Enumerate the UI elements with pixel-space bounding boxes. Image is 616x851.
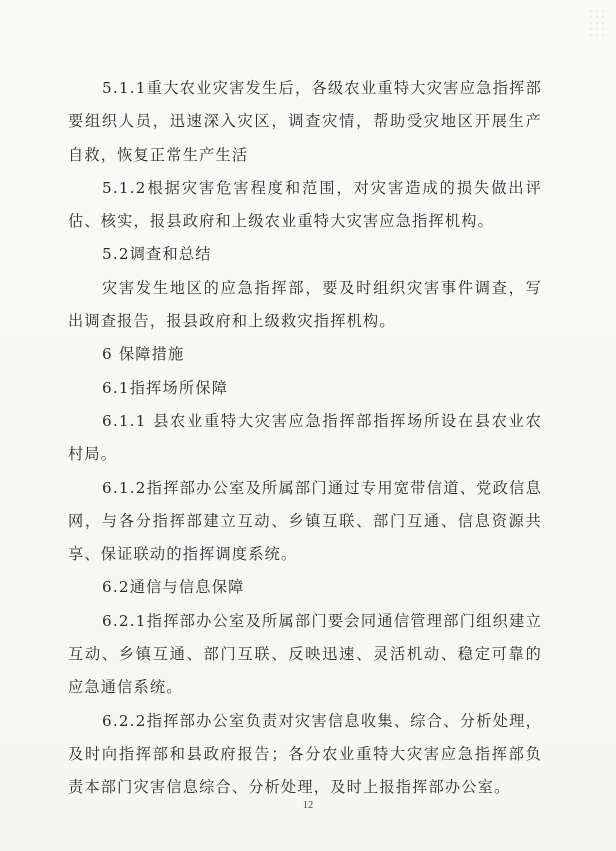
heading-6-2: 6.2通信与信息保障 [102,578,245,597]
paragraph-5-1-1: 5.1.1重大农业灾害发生后，各级农业重特大灾害应急指挥部要组织人员，迅速深入灾区，调查灾情，帮助受灾地区开展生产自救，恢复正常生产生活 [68,79,542,164]
paragraph-5-1-2: 5.1.2根据灾害危害程度和范围，对灾害造成的损失做出评估、核实，报县政府和上级农业重特大灾害应急指挥机构。 [68,178,542,231]
paragraph-5-2-body: 灾害发生地区的应急指挥部，要及时组织灾害事件调查，写出调查报告，报县政府和上级救灾指挥机构。 [68,278,542,331]
paragraph-6-1-1: 6.1.1 县农业重特大灾害应急指挥部指挥场所设在县农业农村局。 [68,411,542,464]
heading-6-1: 6.1指挥场所保障 [102,378,229,397]
heading-6: 6 保障措施 [102,345,185,364]
paragraph-6-2-1: 6.2.1指挥部办公室及所属部门要会同通信管理部门组织建立互动、乡镇互通、部门互联、反映迅速、灵活机动、稳定可靠的应急通信系统。 [68,611,542,697]
scan-artifact [588,8,606,38]
heading-5-2: 5.2调查和总结 [102,245,212,264]
paragraph-6-2-2: 6.2.2指挥部办公室负责对灾害信息收集、综合、分析处理，及时向指挥部和县政府报告；各分农业重特大灾害应急指挥部负责本部门灾害信息综合、分析处理，及时上报指挥部办公室。 [68,711,542,797]
document-body [68,72,542,805]
paragraph-6-1-2: 6.1.2指挥部办公室及所属部门通过专用宽带信道、党政信息网，与各分指挥部建立互动、乡镇互联、部门互通、信息资源共享、保证联动的指挥调度系统。 [68,478,542,564]
page-number: 12 [302,800,314,811]
